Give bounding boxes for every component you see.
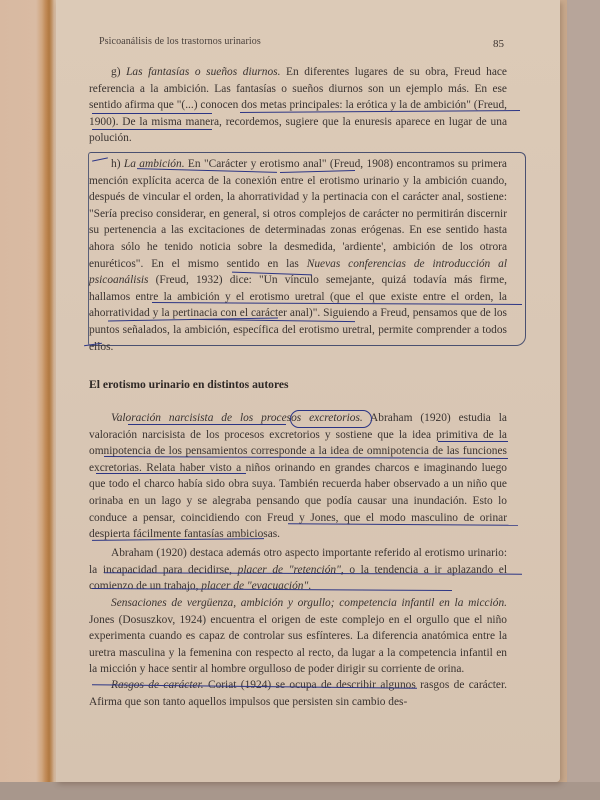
- paragraph-text: En "Carácter y erotismo anal" (Freud, 1908) encontramos su primera mención explícita acerca de la conexión entre el erotismo urinario y la ambición cuando, después de vincular el orden, la ahorratividad y la pertinacia con el carácter anal, sostiene: "Sería preciso considerar, en general, si otros complejos de carácter no permitirán discernir su pertenencia a las excitaciones de determinadas zonas erógenas. En ese sentido hasta ahora sólo he tenido noticia sobre la desmedida, 'ardiente', ambición de los otrora enuréticos". En el mismo sentido en las: [89, 158, 507, 270]
- book-gutter: [42, 0, 56, 790]
- ink-underline: [92, 113, 212, 114]
- item-label: g): [111, 66, 121, 78]
- paragraph-g: [89, 64, 507, 147]
- paragraph-h: [89, 156, 507, 355]
- ink-underline: [438, 441, 508, 442]
- section-heading-block: [89, 378, 507, 391]
- ink-underline: [96, 473, 246, 474]
- book-title: Nuevas conferencias de introducción al psicoanálisis: [89, 257, 507, 287]
- paragraph-coriat: [89, 677, 507, 710]
- paragraph-text: Coriat (1924) se ocupa de describir algunos rasgos de carácter. Afirma que son tanto aquellos impulsos que persisten sin cambio des-: [89, 679, 507, 708]
- section-heading: El erotismo urinario en distintos autores: [89, 378, 289, 391]
- ink-underline: [128, 424, 286, 425]
- paragraph-text: En diferentes lugares de su obra, Freud hace referencia a la ambición. Las fantasías o sueños diurnos son un ejemplo más. En ese sentido afirma que "(...) conocen dos metas principales: la erótica y la de ambición" (Freud, 1900). De la misma manera, recordemos, sugiere que la enuresis aparece en lugar de una polución.: [89, 66, 507, 145]
- paragraph-text: Abraham (1920) destaca además otro aspecto importante referido al erotismo urinario: la incapacidad para decidirse,: [89, 547, 507, 576]
- paragraph-text: .: [308, 580, 312, 593]
- item-title: Sensaciones de vergüenza, ambición y orgullo; competencia infantil en la micción.: [111, 597, 507, 609]
- item-title: Rasgos de carácter.: [111, 679, 204, 691]
- paragraph-text: (Freud, 1932) dice: "Un vínculo semejante, quizá todavía más firme, hallamos entre la ambición y el erotismo uretral (que el que existe entre el orden, la ahorratividad y la pertinacia con el carácter anal)". Siguiendo a Freud, pensamos que de los puntos señalados, la ambición, específica del erotismo uretral, permite comprender a todos ellos.: [89, 274, 507, 353]
- paragraph-text: Jones (Dosuszkov, 1924) encuentra el origen de este complejo en el orgullo que el niño experimenta cuando es capaz de controlar sus esfínteres. La diferencia anatómica entre la uretra masculina y la femenina con respecto al recto, da lugar a la competencia infantil en la micción y hace sentir al hombre orgulloso de poder dirigir su corriente de orina.: [89, 613, 507, 676]
- running-head: Psicoanálisis de los trastornos urinarios: [99, 36, 261, 47]
- item-title: La ambición.: [123, 158, 185, 170]
- item-title: Las fantasías o sueños diurnos.: [126, 66, 281, 78]
- paragraph-text: Abraham (1920) estudia la valoración narcisista de los procesos excretorios y sostiene que la idea primitiva de la omnipotencia de los pensamientos corresponde a la idea de omnipotencia de las funciones excretorias. Relata haber visto a niños orinando en grandes charcos e imaginando luego que todo el charco había sido obra suya. También recuerda haber observado a un niño que orinaba en un lago y se alegraba pensando que podía causar una inundación. Esto lo conduce a pensar, coincidiendo con Freud y Jones, que el modo masculino de orinar despierta fácilmente fantasías ambiciosas.: [89, 412, 507, 541]
- paragraph-text: , o la tendencia a ir aplazando el comienzo de un trabajo,: [89, 563, 507, 593]
- page-number: 85: [493, 38, 504, 50]
- paragraph-jones: [89, 595, 507, 678]
- item-title: Valoración narcisista de los procesos excretorios.: [111, 412, 363, 424]
- italic-term: placer de "evacuación": [201, 580, 309, 593]
- ink-circle: [290, 410, 372, 428]
- paragraph-abraham-2: [89, 545, 507, 595]
- ink-underline: [92, 129, 212, 130]
- item-label: h): [111, 158, 121, 170]
- table-surface: [0, 782, 600, 800]
- italic-term: placer de "retención": [237, 563, 341, 576]
